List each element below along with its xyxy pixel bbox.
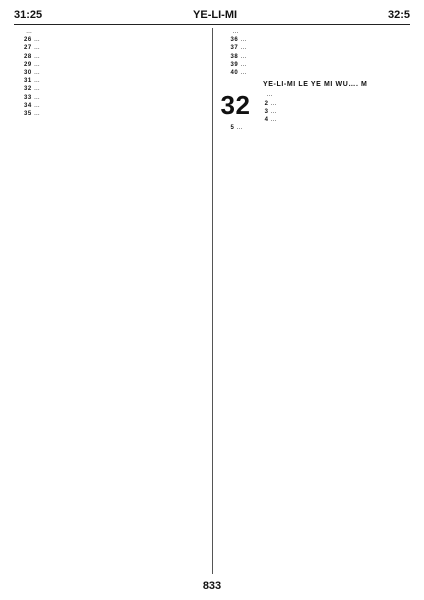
verse-paragraph	[221, 69, 411, 77]
verse-text: …	[240, 37, 247, 44]
verse-text: …	[26, 29, 33, 35]
verse-number: 30	[24, 70, 32, 77]
verse-paragraph	[221, 36, 411, 44]
verse-text: …	[270, 117, 278, 124]
verse-text: …	[236, 125, 244, 132]
verse-paragraph	[221, 124, 411, 132]
verse-number: 32	[24, 86, 32, 93]
verse-text: …	[33, 94, 41, 101]
verse-number: 5	[230, 125, 235, 132]
verse-number: 37	[230, 45, 239, 52]
text-columns	[14, 28, 410, 574]
verse-number: 27	[24, 45, 32, 52]
verse-text: …	[33, 53, 41, 60]
page-number: 833	[202, 580, 222, 592]
verse-text: …	[270, 108, 278, 115]
verse-paragraph	[14, 28, 204, 36]
verse-text: …	[266, 92, 274, 99]
verse-number: 35	[24, 111, 32, 118]
verse-paragraph	[221, 53, 411, 61]
verse-number: 3	[264, 108, 269, 115]
verse-paragraph	[14, 69, 204, 77]
verse-number: 39	[230, 61, 239, 68]
verse-number: 36	[230, 37, 239, 44]
verse-number: 33	[24, 94, 32, 101]
verse-text: …	[33, 102, 41, 109]
verse-text: …	[33, 61, 41, 68]
verse-number: 2	[264, 100, 269, 107]
verse-number: 28	[24, 53, 32, 60]
verse-number: 34	[24, 102, 32, 109]
verse-paragraph	[14, 36, 204, 44]
verse-paragraph	[14, 102, 204, 110]
chapter-number: 32	[220, 90, 251, 121]
verse-number: 29	[24, 61, 32, 68]
verse-text: …	[240, 45, 247, 52]
verse-text: …	[240, 70, 247, 77]
verse-paragraph	[221, 28, 411, 36]
verse-text: …	[33, 111, 41, 118]
verse-text: …	[270, 100, 278, 107]
verse-paragraph	[14, 110, 204, 118]
verse-number: 40	[230, 70, 239, 77]
verse-paragraph	[14, 61, 204, 69]
right-column	[221, 28, 411, 574]
verse-text: …	[33, 78, 41, 85]
verse-text: …	[33, 86, 41, 93]
verse-text: …	[232, 29, 240, 35]
verse-paragraph	[221, 61, 411, 69]
verse-paragraph	[14, 77, 204, 85]
chapter-heading: YE-LI-MI LE YE MI WU…. M	[263, 81, 368, 89]
verse-paragraph	[14, 53, 204, 61]
verse-text: …	[33, 70, 41, 77]
verse-paragraph	[14, 94, 204, 102]
verse-number: 4	[264, 117, 269, 124]
verse-paragraph	[14, 44, 204, 52]
verse-text: …	[33, 45, 41, 52]
left-column	[14, 28, 204, 574]
verse-paragraph	[221, 44, 411, 52]
verse-text: …	[240, 61, 247, 68]
verse-number: 31	[24, 78, 32, 85]
verse-text: …	[33, 37, 41, 44]
verse-text: …	[240, 53, 247, 60]
running-header	[14, 6, 410, 25]
header-left-reference: 31:25	[14, 9, 43, 21]
header-right-reference: 32:5	[387, 9, 410, 21]
verse-number: 26	[24, 37, 32, 44]
column-divider	[212, 28, 213, 574]
header-book-title: YE-LI-MI	[193, 9, 238, 21]
verse-number: 38	[230, 53, 239, 60]
verse-paragraph	[14, 85, 204, 93]
